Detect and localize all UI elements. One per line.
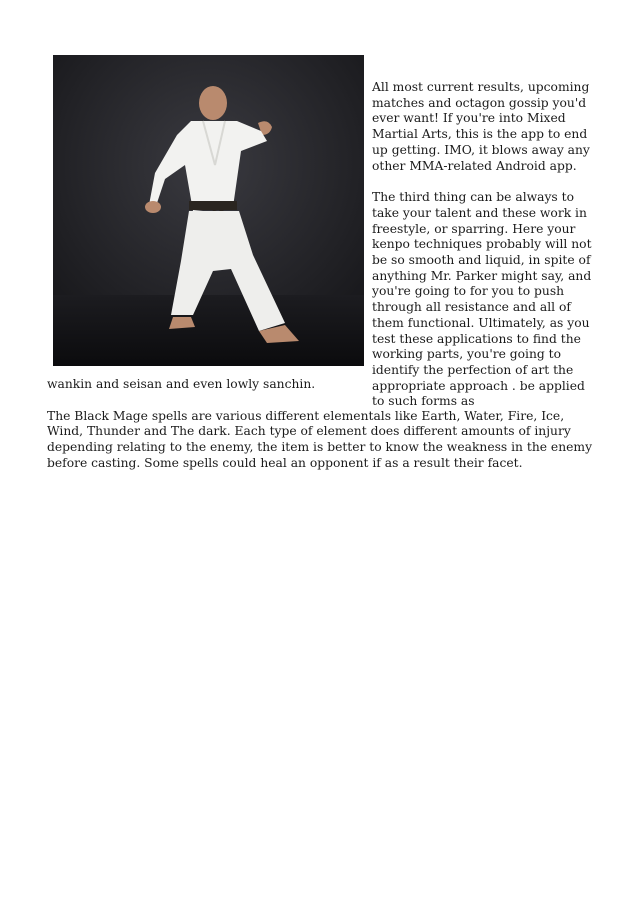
karate-photo <box>53 55 364 366</box>
paragraph-third-thing: The third thing can be always to take your talent and these work in freestyle, or sparring. Here your kenpo techniques probably will not be so smooth and liquid, in spite of anything Mr. Parker might say, and you're going to for you to push through all resistance and all of them functional. Ultimately, as you test these applications to find the working parts, you're going to identify the perfection of art the appropriate approach . be applied to such forms as <box>372 190 592 409</box>
paragraph-black-mage: The Black Mage spells are various different elementals like Earth, Water, Fire, Ice, Wind, Thunder and The dark. Each type of element does different amounts of injury depending relating to the enemy, the item is better to know the weakness in the enemy before casting. Some spells could heal an opponent if as a result their facet. <box>47 408 593 470</box>
side-column <box>372 80 600 410</box>
full-width-text <box>47 377 595 488</box>
paragraph-third-thing-continued: wankin and seisan and even lowly sanchin. <box>47 377 316 391</box>
paragraph-app-results: All most current results, upcoming matches and octagon gossip you'd ever want! If you're into Mixed Martial Arts, this is the app to end up getting. IMO, it blows away any other MMA-related Android app. <box>372 80 590 173</box>
karate-master-icon <box>53 55 364 366</box>
